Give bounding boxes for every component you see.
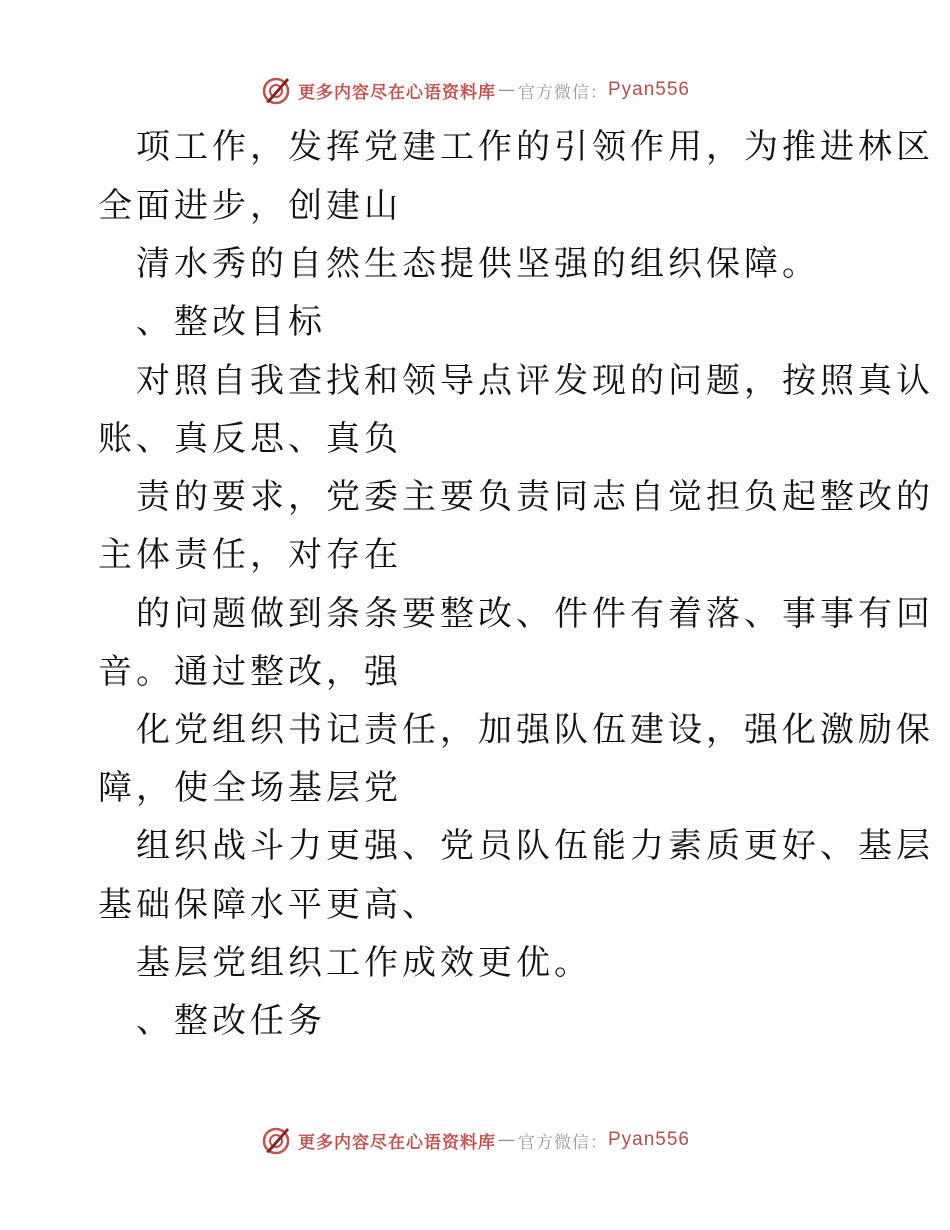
body-line: 全面进步，创建山 — [98, 186, 402, 226]
watermark-dash: — — [497, 1130, 516, 1150]
pen-logo-icon — [260, 1124, 292, 1156]
watermark-site-text: 更多内容尽在心语资料库 — [297, 1132, 496, 1153]
body-line: 障，使全场基层党 — [98, 768, 402, 808]
watermark-wechat-id: Pyan556 — [607, 1129, 690, 1150]
watermark-site-text: 更多内容尽在心语资料库 — [297, 82, 496, 103]
watermark-dash: — — [497, 80, 516, 100]
body-line: 对照自我查找和领导点评发现的问题，按照真认 — [136, 361, 934, 401]
body-line: 主体责任，对存在 — [98, 535, 402, 575]
watermark-header — [0, 70, 950, 110]
body-line: 基础保障水平更高、 — [98, 885, 440, 925]
body-line: 音。通过整改，强 — [98, 652, 402, 692]
body-line: 清水秀的自然生态提供坚强的组织保障。 — [136, 244, 820, 284]
watermark-footer — [0, 1120, 950, 1160]
section-heading: 、整改目标 — [136, 302, 326, 342]
section-heading: 、整改任务 — [136, 1001, 326, 1041]
watermark-wechat-id: Pyan556 — [607, 79, 690, 100]
body-line: 组织战斗力更强、党员队伍能力素质更好、基层 — [136, 826, 934, 866]
body-line: 账、真反思、真负 — [98, 419, 402, 459]
watermark-wechat-label: 官方微信： — [517, 82, 608, 103]
body-line: 基层党组织工作成效更优。 — [136, 943, 592, 983]
body-line: 化党组织书记责任，加强队伍建设，强化激励保 — [136, 710, 934, 750]
body-line: 项工作，发挥党建工作的引领作用，为推进林区 — [136, 127, 934, 167]
watermark-wechat-label: 官方微信： — [517, 1132, 608, 1153]
body-line: 责的要求，党委主要负责同志自觉担负起整改的 — [136, 477, 934, 517]
body-line: 的问题做到条条要整改、件件有着落、事事有回 — [136, 594, 934, 634]
pen-logo-icon — [260, 74, 292, 106]
